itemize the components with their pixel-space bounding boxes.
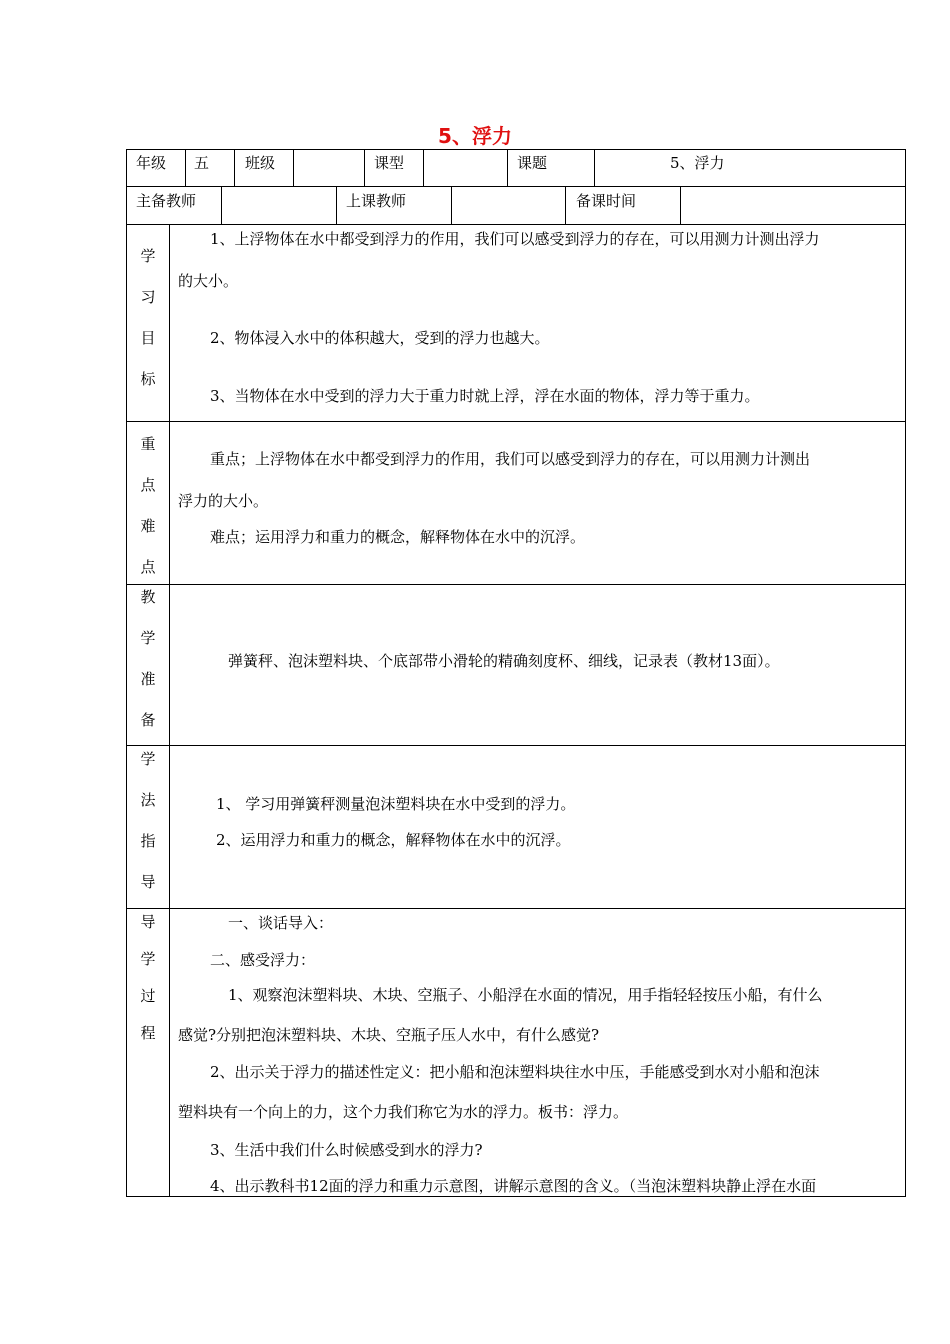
key-point: 重点；上浮物体在水中都受到浮力的作用，我们可以感受到浮力的存在，可以用测力计测出 [210, 450, 811, 468]
objectives-label: 学 习 目 标 [140, 247, 156, 388]
process-step: 4、出示教科书12面的浮力和重力示意图，讲解示意图的含义。（当泡沫塑料块静止浮在水面 [210, 1177, 817, 1195]
objective-1-cont: 的大小。 [178, 272, 239, 290]
preparation-label: 教 学 准 备 [140, 588, 156, 729]
lesson-type-label: 课型 [374, 154, 405, 172]
process-step: 一、谈话导入： [228, 914, 334, 932]
prep-time-label: 备课时间 [576, 192, 637, 210]
col-divider [594, 149, 595, 187]
grade-value: 五 [194, 154, 210, 172]
row-divider [126, 224, 906, 225]
process-step: 2、出示关于浮力的描述性定义：把小船和泡沫塑料块往水中压，手能感受到水对小船和泡沫 [210, 1063, 820, 1081]
row-divider [126, 421, 906, 422]
class-label: 班级 [245, 154, 276, 172]
row-divider [126, 745, 906, 746]
process-step: 3、生活中我们什么时候感受到水的浮力? [210, 1141, 483, 1159]
row-divider [126, 908, 906, 909]
teacher-label: 上课教师 [346, 192, 407, 210]
grade-label: 年级 [136, 154, 167, 172]
process-step: 1、观察泡沫塑料块、木块、空瓶子、小船浮在水面的情况，用手指轻轻按压小船，有什么 [228, 986, 823, 1004]
preparation-materials: 弹簧秤、泡沫塑料块、个底部带小滑轮的精确刻度杯、细线，记录表（教材13面）。 [228, 652, 780, 670]
objective-1: 1、上浮物体在水中都受到浮力的作用，我们可以感受到浮力的存在，可以用测力计测出浮力 [210, 230, 820, 248]
col-divider [234, 149, 235, 187]
process-step: 感觉?分别把泡沫塑料块、木块、空瓶子压人水中，有什么感觉? [178, 1026, 600, 1044]
col-divider [293, 149, 294, 187]
main-teacher-label: 主备教师 [136, 192, 197, 210]
method-label: 学 法 指 导 [140, 750, 156, 891]
objective-3: 3、当物体在水中受到的浮力大于重力时就上浮，浮在水面的物体，浮力等于重力。 [210, 387, 760, 405]
col-divider [565, 186, 566, 225]
col-divider [680, 186, 681, 225]
col-divider [507, 149, 508, 187]
label-column-divider [169, 224, 170, 1197]
col-divider [221, 186, 222, 225]
difficult-point: 难点；运用浮力和重力的概念，解释物体在水中的沉浮。 [210, 528, 586, 546]
col-divider [364, 149, 365, 187]
topic-label: 课题 [517, 154, 548, 172]
process-step: 塑料块有一个向上的力，这个力我们称它为水的浮力。板书：浮力。 [178, 1103, 629, 1121]
row-divider [126, 584, 906, 585]
page-title: 5、浮力 [438, 124, 512, 148]
key-point-cont: 浮力的大小。 [178, 492, 269, 510]
process-label: 导 学 过 程 [140, 913, 156, 1042]
key-points-label: 重 点 难 点 [140, 435, 156, 576]
objective-2: 2、物体浸入水中的体积越大，受到的浮力也越大。 [210, 329, 550, 347]
col-divider [451, 186, 452, 225]
col-divider [185, 149, 186, 187]
col-divider [423, 149, 424, 187]
method-2: 2、运用浮力和重力的概念，解释物体在水中的沉浮。 [216, 831, 571, 849]
process-step: 二、感受浮力： [210, 951, 316, 969]
method-1: 1、 学习用弹簧秤测量泡沫塑料块在水中受到的浮力。 [216, 795, 576, 813]
row-divider [126, 186, 906, 187]
col-divider [336, 186, 337, 225]
topic-value: 5、浮力 [670, 154, 725, 172]
